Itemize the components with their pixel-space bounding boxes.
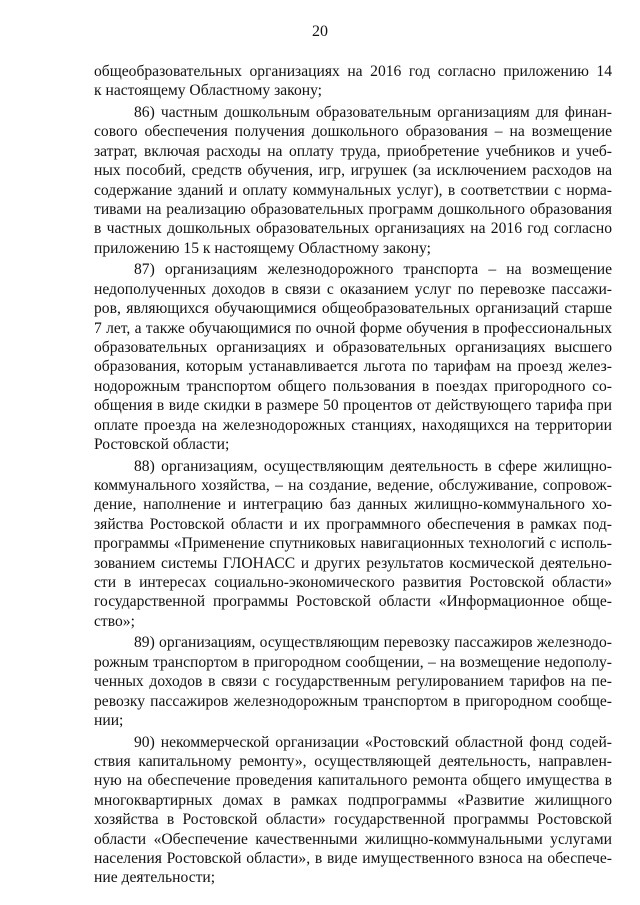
text-line: ство»; [94, 612, 135, 630]
text-line: ченных доходов в связи с государственным регулированием тарифов на пе- [94, 673, 612, 691]
text-line: ров, являющихся обучающимися общеобразовательных организаций старше [94, 300, 612, 318]
text-line: программы «Применение спутниковых навигационных технологий с исполь- [94, 535, 612, 553]
text-line: области «Обеспечение качественными жилищно-коммунальными услугами [94, 830, 612, 848]
text-line: оплате проезда на железнодорожных станциях, находящихся на территории [94, 416, 612, 434]
text-line: Ростовской области; [94, 436, 230, 453]
text-line: сового обеспечения получения дошкольного образования – на возмещение [94, 123, 612, 141]
text-line: недополученных доходов в связи с оказанием услуг по перевозке пассажи- [94, 280, 612, 298]
text-line: зованием системы ГЛОНАСС и других результатов космической деятельно- [94, 554, 612, 572]
text-line: содержание зданий и оплату коммунальных услуг), в соответствии с норма- [94, 181, 612, 199]
text-line: ствия капитальному ремонту», осуществляющей деятельность, направлен- [94, 753, 612, 770]
text-line: ние деятельности; [94, 869, 216, 887]
text-line: ревозку пассажиров железнодорожным транспортом в пригородном сообще- [94, 692, 612, 710]
text-line: хозяйства в Ростовской области» государственной программы Ростовской [94, 811, 612, 829]
text-line: тивами на реализацию образовательных программ дошкольного образования [94, 201, 612, 218]
text-line: ных пособий, средств обучения, игр, игрушек (за исключением расходов на [94, 162, 612, 180]
text-line: 87) организациям железнодорожного транспорта – на возмещение [134, 261, 612, 279]
text-line: дение, наполнение и интеграцию баз данных жилищно-коммунального хо- [94, 496, 612, 514]
text-line: 88) организациям, осуществляющим деятельность в сфере жилищно- [134, 457, 612, 475]
text-line: затрат, включая расходы на оплату труда, приобретение учебников и учеб- [94, 142, 612, 160]
text-line: общения в виде скидки в размере 50 процентов от действующего тарифа при [94, 397, 612, 415]
text-line: ную на обеспечение проведения капитального ремонта общего имущества в [94, 772, 612, 790]
text-line: 89) организациям, осуществляющим перевозку пассажиров железнодо- [134, 634, 612, 652]
text-line: приложению 15 к настоящему Областному закону; [94, 239, 431, 257]
text-line: в частных дошкольных образовательных организациях на 2016 год согласно [94, 220, 612, 238]
text-line: 7 лет, а также обучающимися по очной форме обучения в профессиональных [94, 319, 612, 337]
text-line: образования, которым устанавливается льгота по тарифам на проезд желез- [94, 358, 612, 376]
text-line: государственной программы Ростовской области «Информационное обще- [94, 593, 612, 611]
text-line: зяйства Ростовской области и их программного обеспечения в рамках под- [94, 515, 612, 533]
text-line: общеобразовательных организациях на 2016 год согласно приложению 14 [94, 63, 612, 80]
text-line: 90) некоммерческой организации «Ростовский областной фонд содей- [134, 733, 612, 751]
text-line: нодорожным транспортом общего пользования в поездах пригородного со- [94, 377, 612, 395]
text-line: 86) частным дошкольным образовательным организациям для финан- [134, 104, 612, 121]
text-line: сти в интересах социально-экономического развития Ростовской области» [94, 574, 612, 591]
text-line: многоквартирных домах в рамках подпрограммы «Развитие жилищного [94, 791, 612, 809]
text-line: нии; [94, 712, 124, 729]
text-line: рожным транспортом в пригородном сообщении, – на возмещение недополу- [94, 653, 612, 671]
text-line: к настоящему Областному закону; [94, 82, 323, 100]
text-line: населения Ростовской области», в виде имущественного взноса на обеспече- [94, 850, 612, 867]
text-line: коммунального хозяйства, – на создание, ведение, обслуживание, сопровож- [94, 477, 612, 494]
page-number: 20 [312, 23, 328, 40]
text-line: образовательных организациях и образовательных организациях высшего [94, 339, 612, 356]
